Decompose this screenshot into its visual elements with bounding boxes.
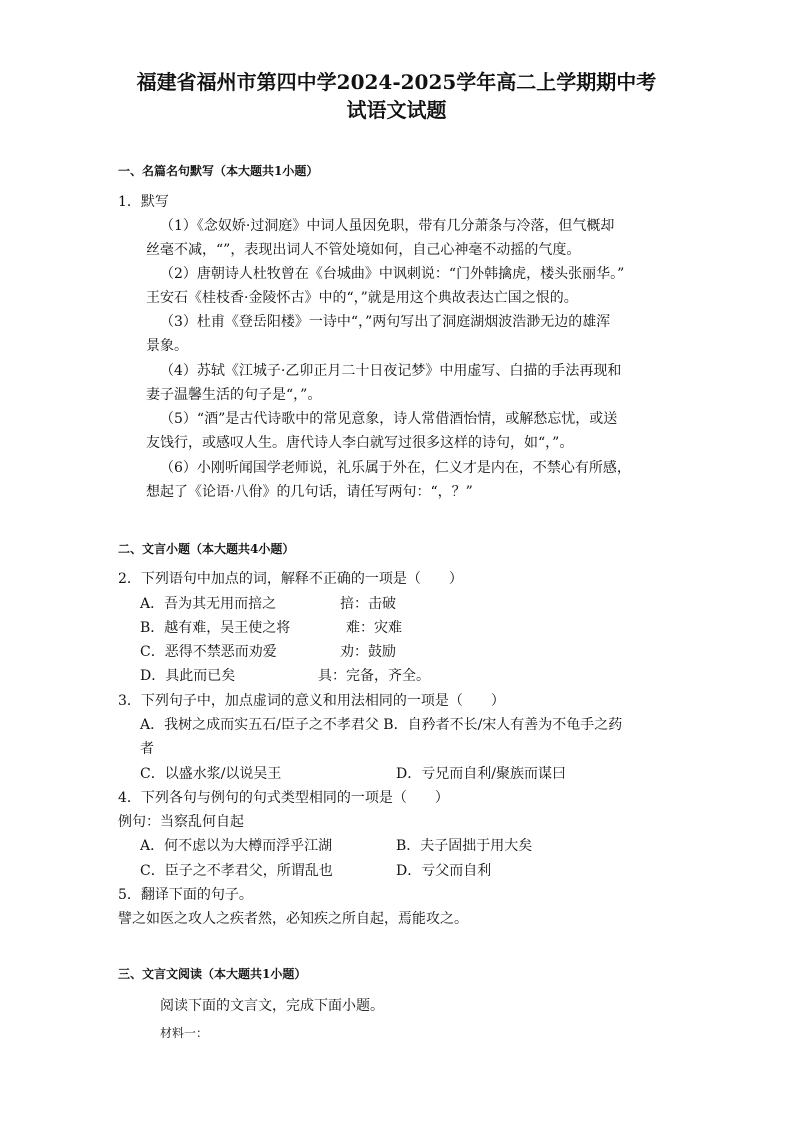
q1-line-12: 想起了《论语·八佾》的几句话，请任写两句：“，？” <box>146 484 473 500</box>
question-5-stem: 5．翻译下面的句子。 <box>118 887 253 903</box>
q3-options-a-b: A．我树之成而实五石/臣子之不孝君父 B．自矜者不长/宋人有善为不龟手之药 <box>140 717 623 733</box>
q1-line-10: 友饯行，或感叹人生。唐代诗人李白就写过很多这样的诗句，如“，”。 <box>146 435 574 451</box>
q1-line-8: 妻子温馨生活的句子是“，”。 <box>146 387 322 403</box>
q2-option-a: A．吾为其无用而掊之 <box>140 596 277 612</box>
q1-line-2: 丝毫不减，“”，表现出词人不管处境如何，自己心神毫不动摇的气度。 <box>146 242 581 258</box>
q4-option-d: D．亏父而自利 <box>396 863 492 879</box>
doc-title-line-2: 试语文试题 <box>346 98 447 122</box>
question-2-stem: 2．下列语句中加点的词，解释不正确的一项是（ ） <box>118 571 463 587</box>
q2-option-c: C．恶得不禁恶而劝爱 <box>140 644 277 660</box>
q2-option-b-gloss: 难：灾难 <box>346 620 402 636</box>
q4-option-c: C．臣子之不孝君父，所谓乱也 <box>140 863 333 879</box>
q1-line-3: （2）唐朝诗人杜牧曾在《台城曲》中讽刺说：“门外韩擒虎，楼头张丽华。” <box>160 266 625 282</box>
q3-options-a-b-cont: 者 <box>140 741 154 757</box>
q4-example: 例句：当察乱何自起 <box>118 814 244 830</box>
section-3-heading: 三、文言文阅读（本大题共1小题） <box>118 967 307 981</box>
q2-option-b: B．越有难，吴王使之将 <box>140 620 291 636</box>
section-1-heading: 一、名篇名句默写（本大题共1小题） <box>118 164 319 178</box>
q3-option-d: D．亏兄而自利/聚族而谋曰 <box>396 766 566 782</box>
q1-line-6: 景象。 <box>146 338 188 354</box>
q4-option-b: B．夫子固拙于用大矣 <box>396 838 533 854</box>
q2-option-a-gloss: 掊：击破 <box>340 596 396 612</box>
q1-line-11: （6）小刚听闻国学老师说，礼乐属于外在，仁义才是内在，不禁心有所感， <box>160 460 631 476</box>
q1-line-7: （4）苏轼《江城子·乙卯正月二十日夜记梦》中用虚写、白描的手法再现和 <box>160 363 622 379</box>
q1-line-1: （1）《念奴娇·过洞庭》中词人虽因免职，带有几分萧条与冷落，但气概却 <box>160 218 615 234</box>
q5-sentence: 譬之如医之攻人之疾者然，必知疾之所自起，焉能攻之。 <box>118 911 468 927</box>
q1-line-5: （3）杜甫《登岳阳楼》一诗中“，”两句写出了洞庭湖烟波浩渺无边的雄浑 <box>160 314 611 330</box>
question-3-stem: 3．下列句子中，加点虚词的意义和用法相同的一项是（ ） <box>118 693 505 709</box>
q2-option-c-gloss: 劝：鼓励 <box>340 644 396 660</box>
q1-line-9: （5）“酒”是古代诗歌中的常见意象，诗人常借酒怡情，或解愁忘忧，或送 <box>160 411 618 427</box>
q4-option-a: A．何不虑以为大樽而浮乎江湖 <box>140 838 333 854</box>
q3-option-c: C．以盛水浆/以说吴王 <box>140 766 282 782</box>
section-2-heading: 二、文言小题（本大题共4小题） <box>118 542 295 556</box>
q2-option-d: D．具此而已矣 <box>140 668 236 684</box>
doc-title-line-1: 福建省福州市第四中学2024-2025学年高二上学期期中考 <box>136 70 657 94</box>
material-1-label: 材料一： <box>160 1026 209 1040</box>
q2-option-d-gloss: 具：完备，齐全。 <box>318 668 430 684</box>
question-1-label: 1．默写 <box>118 194 169 210</box>
q1-line-4: 王安石《桂枝香·金陵怀古》中的“，”就是用这个典故表达亡国之恨的。 <box>146 290 578 306</box>
section-3-intro: 阅读下面的文言文，完成下面小题。 <box>160 998 384 1014</box>
question-4-stem: 4．下列各句与例句的句式类型相同的一项是（ ） <box>118 790 449 806</box>
